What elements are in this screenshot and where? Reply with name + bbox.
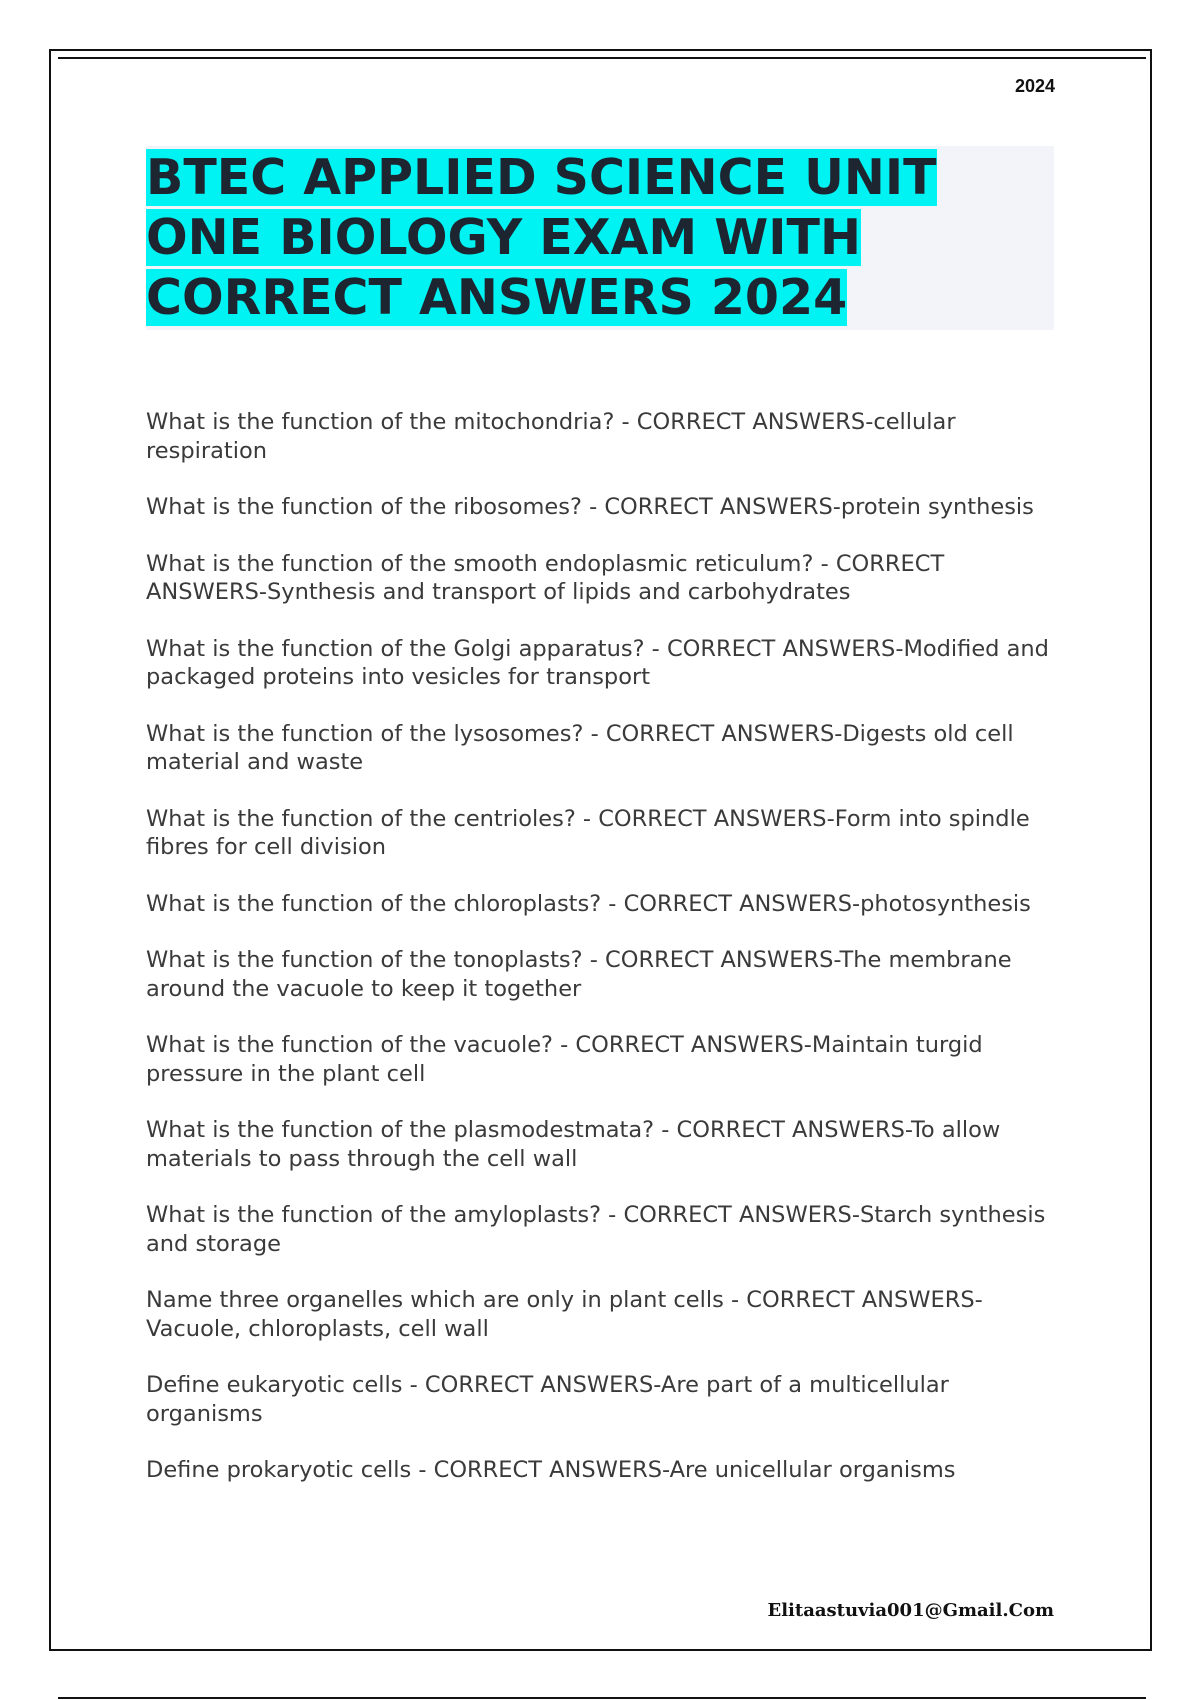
top-inner-rule (58, 57, 1146, 59)
qa-item: What is the function of the smooth endoplasmic reticulum? - CORRECT ANSWERS-Synthesis and transport of lipids and carbohydrates (146, 550, 945, 605)
footer-email: Elitaastuvia001@Gmail.Com (767, 1600, 1054, 1621)
title-line-3: CORRECT ANSWERS 2024 (146, 269, 848, 326)
qa-item: Name three organelles which are only in plant cells - CORRECT ANSWERS-Vacuole, chloroplasts, cell wall (146, 1287, 983, 1342)
qa-item: What is the function of the plasmodestmata? - CORRECT ANSWERS-To allow materials to pass through the cell wall (146, 1117, 1001, 1172)
qa-item: What is the function of the chloroplasts? - CORRECT ANSWERS-photosynthesis (146, 890, 1031, 917)
document-title (146, 146, 1054, 328)
qa-item: What is the function of the amyloplasts? - CORRECT ANSWERS-Starch synthesis and storage (146, 1202, 1046, 1257)
bottom-rule (58, 1697, 1146, 1699)
header-year: 2024 (1014, 76, 1055, 96)
qa-list (146, 408, 1056, 1513)
qa-item: What is the function of the Golgi apparatus? - CORRECT ANSWERS-Modified and packaged proteins into vesicles for transport (146, 635, 1049, 690)
qa-item: Define eukaryotic cells - CORRECT ANSWERS-Are part of a multicellular organisms (146, 1372, 949, 1427)
qa-item: Define prokaryotic cells - CORRECT ANSWERS-Are unicellular organisms (146, 1457, 956, 1483)
title-line-1: BTEC APPLIED SCIENCE UNIT (146, 149, 937, 206)
qa-item: What is the function of the mitochondria? - CORRECT ANSWERS-cellular respiration (146, 409, 956, 464)
qa-item: What is the function of the centrioles? - CORRECT ANSWERS-Form into spindle fibres for cell division (146, 805, 1030, 860)
title-line-2: ONE BIOLOGY EXAM WITH (146, 209, 861, 266)
qa-item: What is the function of the vacuole? - CORRECT ANSWERS-Maintain turgid pressure in the plant cell (146, 1032, 983, 1087)
qa-item: What is the function of the lysosomes? - CORRECT ANSWERS-Digests old cell material and waste (146, 720, 1014, 775)
title-block (146, 146, 1054, 330)
qa-item: What is the function of the tonoplasts? - CORRECT ANSWERS-The membrane around the vacuole to keep it together (146, 947, 1012, 1002)
qa-item: What is the function of the ribosomes? - CORRECT ANSWERS-protein synthesis (146, 494, 1034, 520)
